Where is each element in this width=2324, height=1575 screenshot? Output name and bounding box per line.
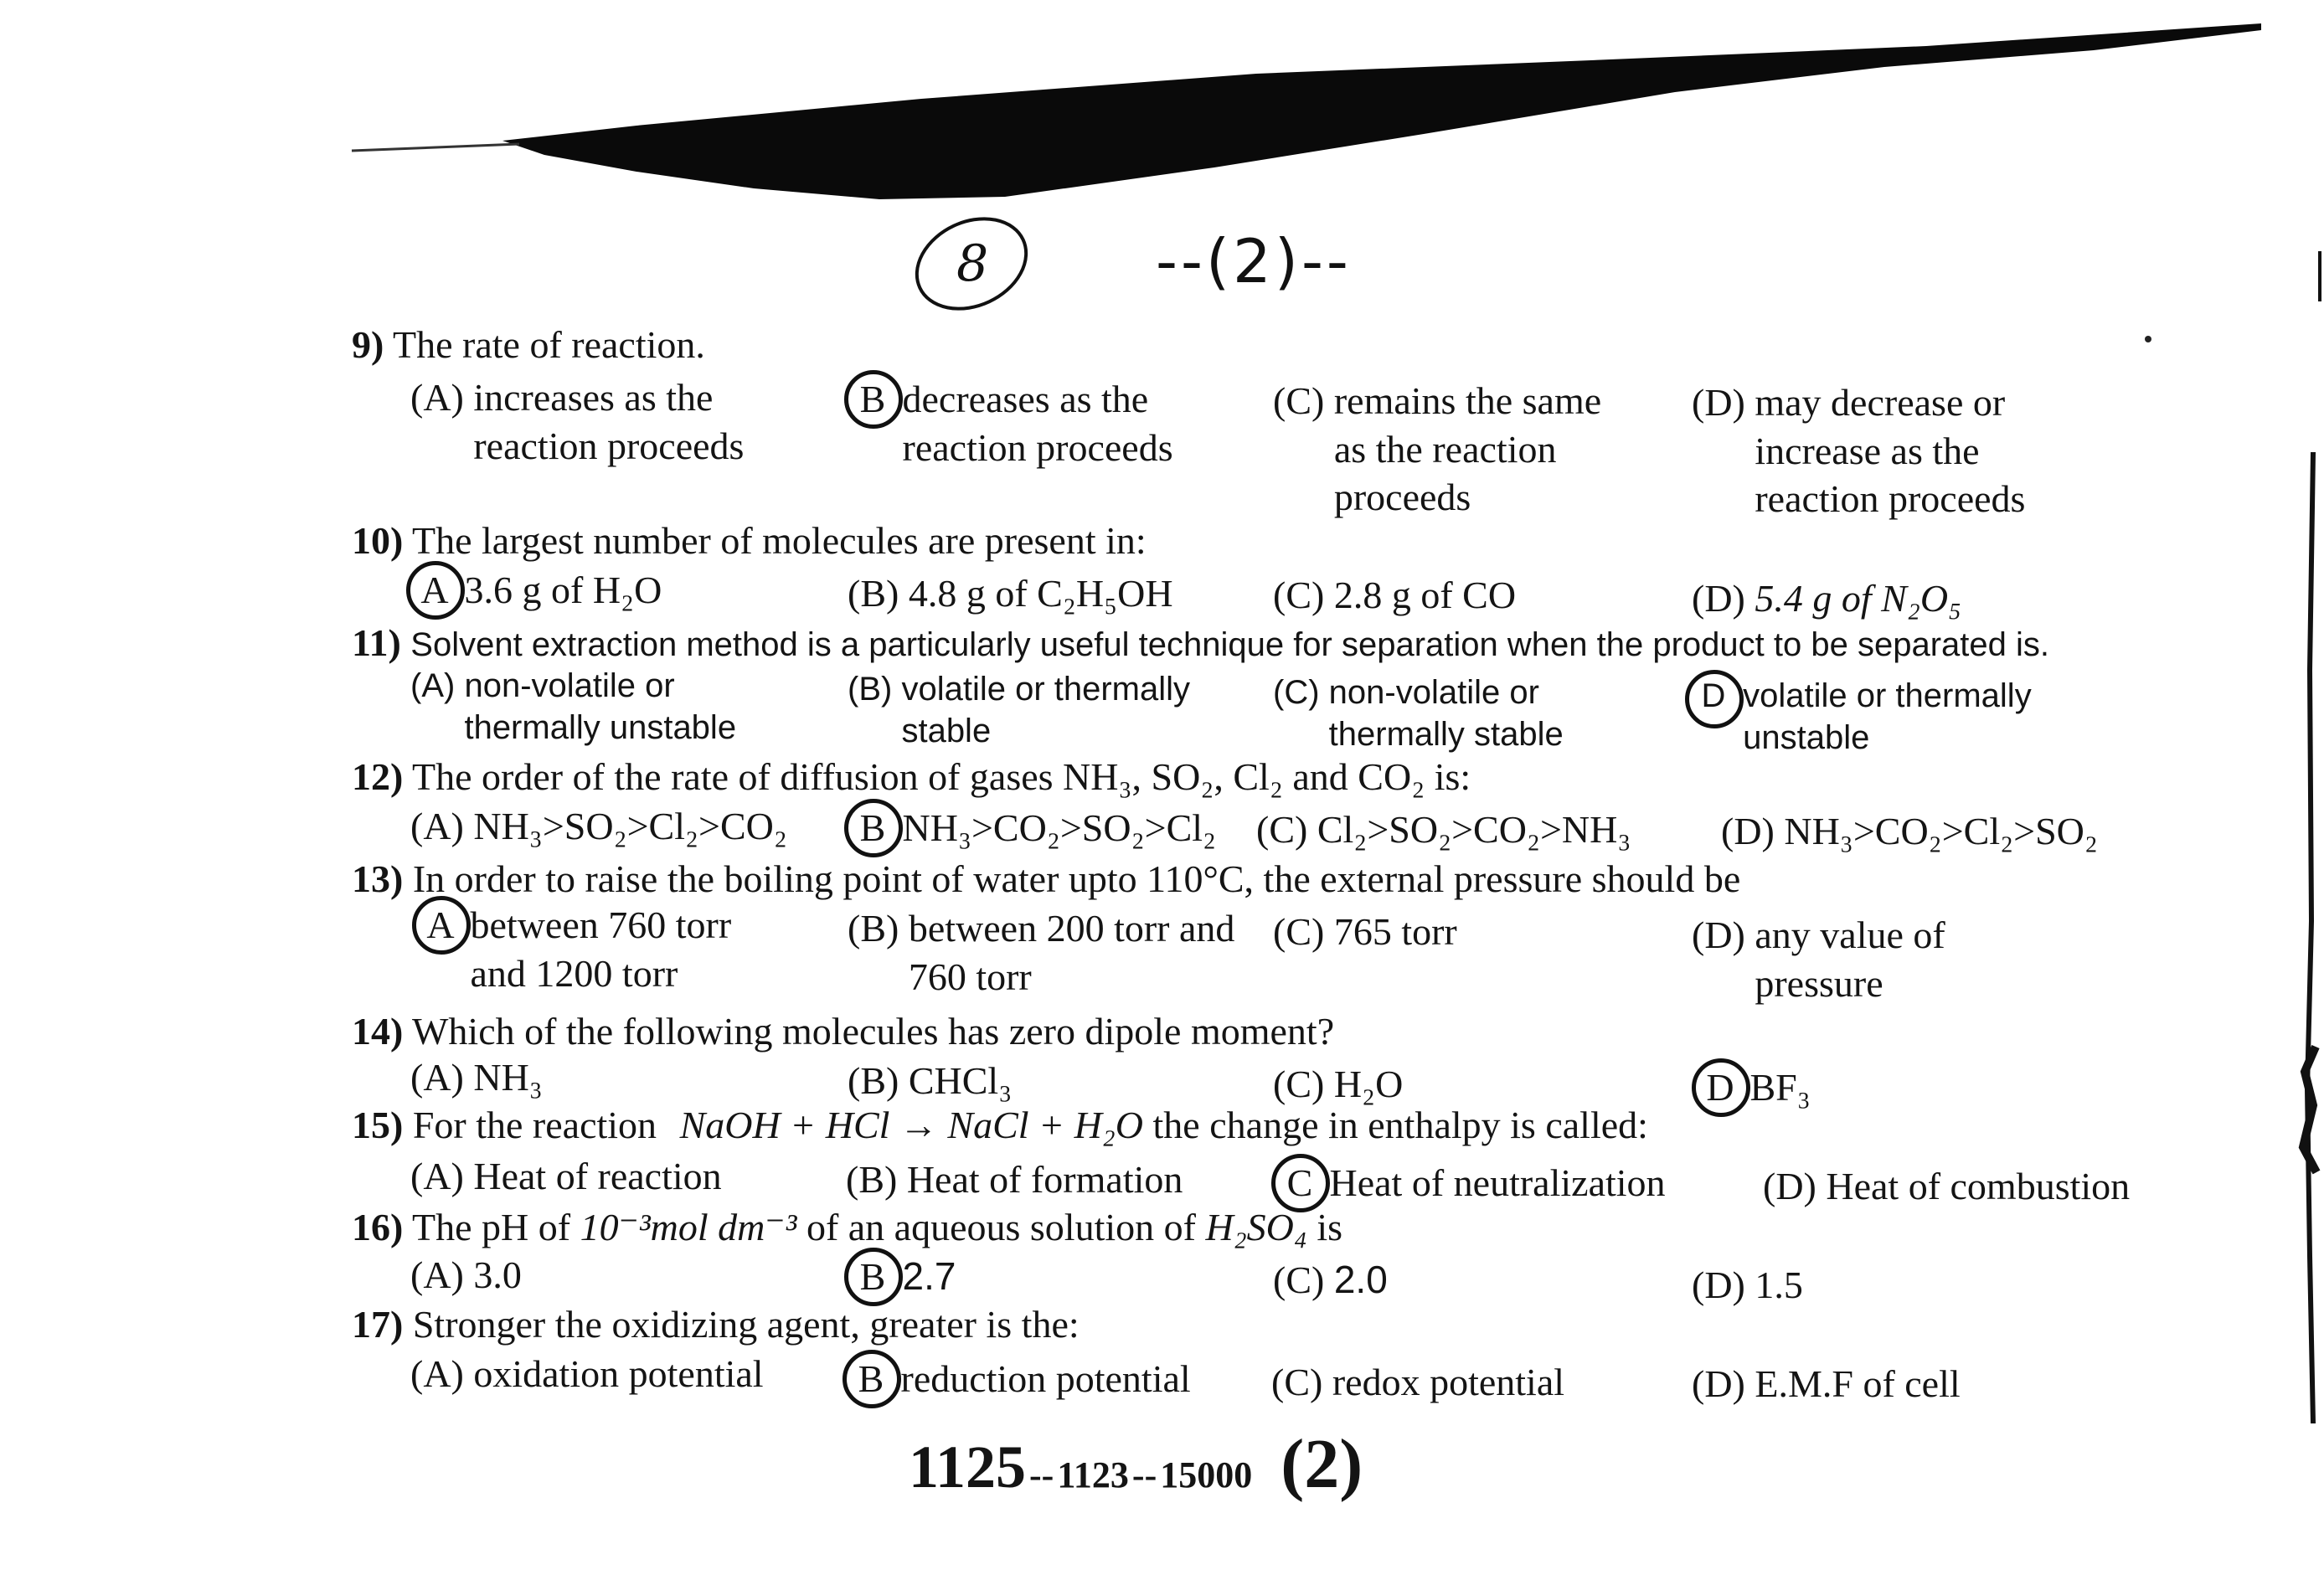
option-letter: D [1700, 1063, 1740, 1112]
option-text: 2.0 [1333, 1258, 1388, 1301]
option-text: between 760 torr and 1200 torr [470, 903, 732, 995]
option-text: redox potential [1332, 1361, 1565, 1403]
option-text: reduction potential [900, 1357, 1191, 1400]
option-letter: (B) [846, 1158, 898, 1201]
option-letter: (C) [1273, 674, 1320, 711]
option-letter: (B) [848, 907, 899, 950]
option-letter: (D) [1692, 1264, 1745, 1306]
question-13 [352, 857, 1740, 902]
option-d [1692, 1261, 1803, 1310]
option-b-marked [851, 1355, 1191, 1403]
option-c [1271, 1358, 1564, 1407]
option-a [410, 802, 787, 851]
footer-sep-1: -- [1029, 1454, 1054, 1495]
option-letter: B [853, 804, 893, 852]
option-text: CHCl₃ [908, 1059, 1013, 1102]
question-number: 14) [352, 1010, 404, 1053]
option-text: NH₃>SO₂>Cl₂>CO₂ [473, 805, 787, 847]
option-text: Heat of reaction [473, 1155, 722, 1197]
question-stem-prefix: For the reaction [412, 1104, 657, 1146]
option-text: 2.7 [902, 1254, 956, 1298]
question-10 [352, 519, 1147, 564]
option-letter: (C) [1256, 808, 1308, 851]
option-text: volatile or thermally unstable [1743, 677, 2032, 756]
option-text: between 200 torr and 760 torr [908, 907, 1235, 998]
option-letter: (D) [1692, 914, 1745, 956]
option-letter: B [853, 375, 893, 424]
question-number: 13) [352, 857, 404, 900]
option-c [1273, 571, 1516, 620]
option-d [1692, 1360, 1961, 1408]
option-c [1273, 908, 1457, 956]
option-text: H₂O [1333, 1063, 1404, 1105]
option-text: 3.6 g of H₂O [464, 569, 662, 611]
option-text: Heat of formation [906, 1158, 1183, 1201]
question-stem: The order of the rate of diffusion of gases NH₃, SO₂, Cl₂ and CO₂ is: [412, 755, 1471, 798]
question-number: 16) [352, 1206, 404, 1248]
footer-code [909, 1423, 1363, 1505]
option-letter: (C) [1273, 910, 1325, 953]
option-b [848, 1057, 1012, 1105]
option-a [410, 373, 812, 470]
question-stem: In order to raise the boiling point of water upto 110°C, the external pressure should be [412, 857, 1741, 900]
option-letter: (C) [1273, 574, 1325, 616]
option-letter: (A) [410, 376, 464, 419]
option-letter: (B) [848, 1059, 899, 1102]
option-text: 5.4 g of N₂O₅ [1755, 577, 1962, 620]
question-stem-suffix: is [1317, 1206, 1343, 1248]
option-a [410, 1350, 764, 1398]
option-text: NH₃ [473, 1056, 543, 1099]
question-number: 17) [352, 1303, 404, 1346]
question-17 [352, 1303, 1080, 1347]
question-9 [352, 323, 705, 368]
option-text: BF₃ [1749, 1066, 1811, 1109]
option-b-marked [853, 375, 1246, 471]
option-letter: C [1280, 1159, 1320, 1207]
option-text: 1.5 [1755, 1264, 1803, 1306]
option-text: 765 torr [1333, 910, 1457, 953]
option-c [1273, 377, 1658, 522]
question-stem: Solvent extraction method is a particularly useful technique for separation when the product to be separated is. [410, 626, 2049, 663]
option-a [410, 1251, 522, 1300]
option-text: Heat of combustion [1826, 1165, 2131, 1207]
circled-number-text: 8 [956, 234, 989, 293]
footer-code-3: 15000 [1160, 1454, 1253, 1495]
question-stem: Which of the following molecules has zero dipole moment? [412, 1010, 1335, 1053]
option-letter: (D) [1692, 1362, 1745, 1405]
option-text: 4.8 g of C₂H₅OH [908, 572, 1173, 615]
question-stem: Stronger the oxidizing agent, greater is the: [412, 1303, 1080, 1346]
acid-formula: H₂SO₄ [1205, 1206, 1307, 1248]
option-d [1721, 807, 2098, 856]
option-d [1692, 378, 2110, 523]
option-letter: (A) [410, 805, 464, 847]
option-text: NH₃>CO₂>SO₂>Cl₂ [902, 806, 1217, 849]
question-stem-middle: of an aqueous solution of [806, 1206, 1196, 1248]
question-11 [352, 621, 2049, 666]
option-letter: (B) [848, 572, 899, 615]
option-c-marked [1280, 1159, 1666, 1207]
option-a-marked [420, 901, 822, 997]
page-mark: --(2)-- [1156, 226, 1352, 296]
option-letter: (A) [410, 1155, 464, 1197]
footer-code-1: 1125 [909, 1433, 1027, 1500]
option-text: remains the same as the reaction proceeds [1333, 379, 1602, 518]
option-letter: B [851, 1355, 891, 1403]
option-d-marked [1700, 1063, 1811, 1112]
option-b-marked [853, 804, 1216, 852]
option-letter: A [415, 566, 455, 615]
circled-number-mark [904, 209, 1038, 318]
option-text: non-volatile or thermally unstable [464, 667, 737, 746]
question-number: 11) [352, 621, 401, 664]
option-letter: D [1693, 675, 1734, 717]
option-b [848, 668, 1258, 752]
option-letter: (C) [1271, 1361, 1323, 1403]
option-text: volatile or thermally stable [901, 671, 1191, 749]
footer-sep-2: -- [1131, 1454, 1157, 1495]
question-14 [352, 1010, 1334, 1054]
option-letter: B [853, 1253, 893, 1301]
question-stem-prefix: The pH of [412, 1206, 571, 1248]
option-text: Heat of neutralization [1329, 1161, 1666, 1204]
option-letter: (A) [410, 1253, 464, 1296]
question-16 [352, 1206, 1342, 1250]
option-text: 3.0 [473, 1253, 522, 1296]
option-text: may decrease or increase as the reaction proceeds [1755, 381, 2026, 520]
option-letter: (D) [1721, 810, 1775, 852]
reaction-equation: NaOH + HCl → NaCl + H₂O [679, 1104, 1144, 1146]
option-c [1273, 1060, 1403, 1109]
option-text: non-volatile or thermally stable [1328, 674, 1564, 753]
option-b [848, 569, 1173, 618]
option-text: oxidation potential [473, 1352, 764, 1395]
question-stem-suffix: the change in enthalpy is called: [1152, 1104, 1648, 1146]
question-15 [352, 1104, 1648, 1148]
question-number: 9) [352, 323, 384, 366]
option-text: NH₃>CO₂>Cl₂>SO₂ [1784, 810, 2098, 852]
option-text: increases as the reaction proceeds [473, 376, 745, 467]
option-d [1692, 911, 2043, 1007]
option-d-marked [1693, 675, 2112, 759]
option-a [410, 1053, 543, 1102]
question-stem: The rate of reaction. [393, 323, 705, 366]
option-a [410, 665, 812, 749]
option-letter: (C) [1273, 379, 1325, 422]
option-c [1273, 672, 1658, 755]
option-letter: (D) [1763, 1165, 1816, 1207]
option-c [1256, 806, 1631, 854]
question-stem: The largest number of molecules are present in: [412, 519, 1147, 562]
option-letter: (D) [1692, 381, 1745, 424]
option-text: 2.8 g of CO [1333, 574, 1517, 616]
concentration-expression: 10⁻³mol dm⁻³ [580, 1206, 797, 1248]
option-c [1273, 1256, 1388, 1305]
option-letter: A [420, 901, 461, 950]
option-b [846, 1156, 1183, 1204]
option-d [1692, 574, 1961, 623]
question-number: 15) [352, 1104, 404, 1146]
option-letter: (C) [1273, 1258, 1325, 1301]
option-b-marked [853, 1253, 956, 1301]
option-letter: (D) [1692, 577, 1745, 620]
option-text: E.M.F of cell [1755, 1362, 1961, 1405]
option-d [1763, 1162, 2130, 1211]
option-a [410, 1152, 722, 1201]
option-letter: (A) [410, 1352, 464, 1395]
option-letter: (A) [410, 667, 456, 704]
option-letter: (A) [410, 1056, 464, 1099]
option-text: any value of pressure [1755, 914, 1945, 1005]
option-letter: (C) [1273, 1063, 1325, 1105]
option-text: decreases as the reaction proceeds [902, 378, 1173, 469]
footer-code-2: 1123 [1057, 1454, 1129, 1495]
question-number: 10) [352, 519, 404, 562]
footer-page-number: (2) [1281, 1425, 1363, 1503]
option-text: Cl₂>SO₂>CO₂>NH₃ [1317, 808, 1631, 851]
option-a-marked [415, 566, 662, 615]
question-12 [352, 755, 1471, 800]
option-b [848, 904, 1258, 1001]
option-letter: (B) [848, 671, 893, 708]
question-number: 12) [352, 755, 404, 798]
